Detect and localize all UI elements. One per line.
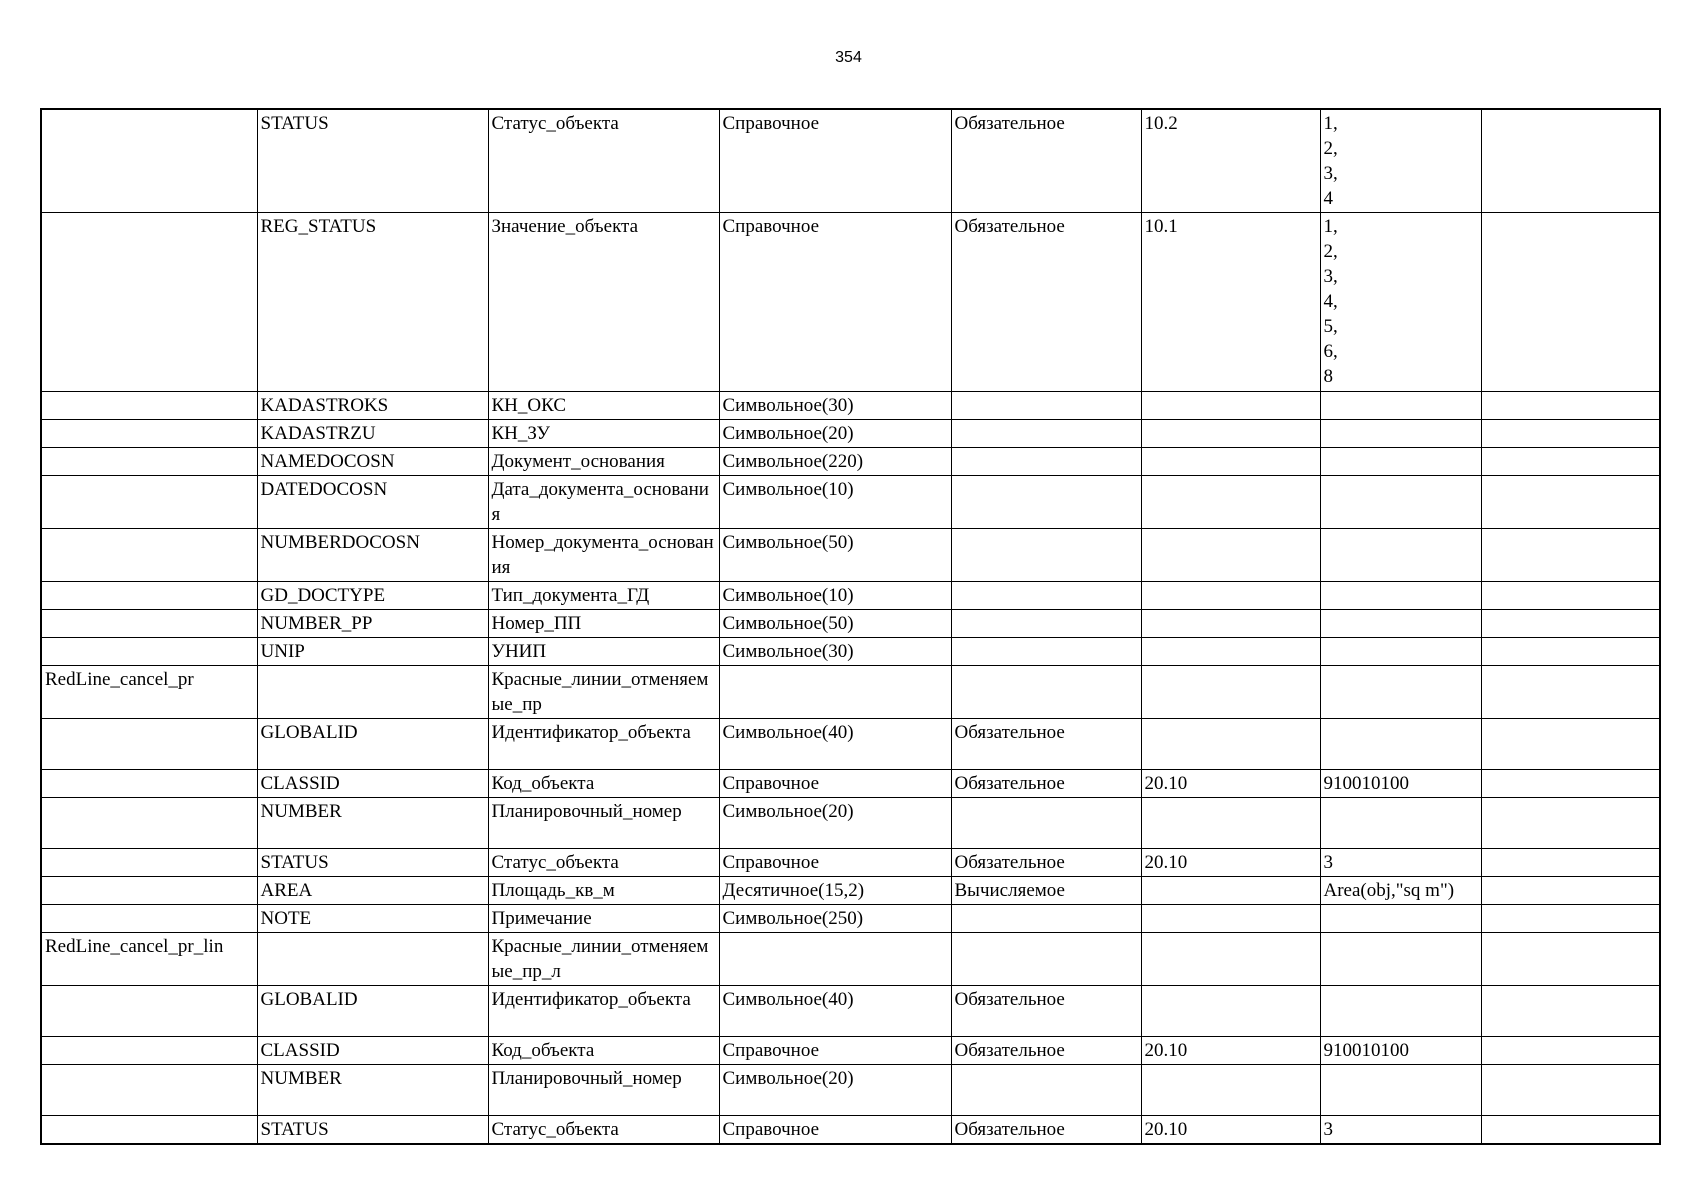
cell-field-name: NAMEDOCOSN [257,448,488,476]
cell-code: 20.10 [1141,1037,1320,1065]
cell-field-name: STATUS [257,109,488,213]
cell-class-name [41,582,257,610]
cell-requirement [951,798,1141,849]
cell-field-type: Десятичное(15,2) [719,877,951,905]
cell-requirement [951,610,1141,638]
cell-class-name: RedLine_cancel_pr [41,666,257,719]
cell-allowed-values: 1, 2, 3, 4 [1320,109,1481,213]
cell-field-type: Символьное(20) [719,798,951,849]
cell-requirement [951,933,1141,986]
cell-allowed-values: Area(obj,"sq m") [1320,877,1481,905]
cell-field-alias: КН_ОКС [488,392,719,420]
cell-field-type: Символьное(40) [719,719,951,770]
cell-class-name [41,719,257,770]
cell-code [1141,610,1320,638]
cell-class-name [41,213,257,392]
cell-note [1481,448,1660,476]
cell-field-name: GD_DOCTYPE [257,582,488,610]
cell-field-alias: Код_объекта [488,770,719,798]
cell-note [1481,719,1660,770]
cell-field-alias: Тип_документа_ГД [488,582,719,610]
cell-requirement [951,476,1141,529]
cell-class-name [41,109,257,213]
cell-field-alias: УНИП [488,638,719,666]
cell-requirement [951,448,1141,476]
cell-note [1481,770,1660,798]
attribute-table [40,108,1661,1145]
cell-field-type: Символьное(40) [719,986,951,1037]
cell-note [1481,798,1660,849]
cell-class-name [41,476,257,529]
cell-allowed-values [1320,986,1481,1037]
cell-requirement [951,529,1141,582]
cell-code [1141,448,1320,476]
cell-allowed-values: 1, 2, 3, 4, 5, 6, 8 [1320,213,1481,392]
cell-code [1141,392,1320,420]
cell-field-type: Справочное [719,1037,951,1065]
cell-code [1141,476,1320,529]
table-row [41,448,1660,476]
table-body [41,109,1660,1144]
cell-field-alias: Номер_ПП [488,610,719,638]
cell-code [1141,420,1320,448]
cell-field-name: CLASSID [257,1037,488,1065]
cell-allowed-values [1320,392,1481,420]
cell-class-name [41,877,257,905]
table-row [41,986,1660,1037]
cell-code [1141,1065,1320,1116]
cell-code [1141,986,1320,1037]
cell-note [1481,610,1660,638]
cell-field-name: NUMBER [257,1065,488,1116]
cell-class-name [41,905,257,933]
cell-allowed-values [1320,529,1481,582]
cell-code: 20.10 [1141,849,1320,877]
cell-class-name [41,448,257,476]
cell-allowed-values [1320,933,1481,986]
cell-allowed-values [1320,420,1481,448]
cell-requirement: Обязательное [951,109,1141,213]
cell-field-alias: Планировочный_номер [488,1065,719,1116]
cell-code: 20.10 [1141,1116,1320,1145]
cell-field-name: GLOBALID [257,986,488,1037]
cell-field-alias: Статус_объекта [488,109,719,213]
cell-class-name [41,1037,257,1065]
cell-requirement: Обязательное [951,1037,1141,1065]
cell-requirement [951,905,1141,933]
cell-class-name [41,638,257,666]
cell-class-name [41,770,257,798]
cell-note [1481,905,1660,933]
cell-allowed-values [1320,582,1481,610]
cell-note [1481,1037,1660,1065]
cell-note [1481,933,1660,986]
table-row [41,420,1660,448]
cell-code [1141,529,1320,582]
cell-field-name: REG_STATUS [257,213,488,392]
cell-allowed-values [1320,719,1481,770]
cell-note [1481,849,1660,877]
cell-class-name [41,392,257,420]
cell-field-alias: Площадь_кв_м [488,877,719,905]
cell-note [1481,877,1660,905]
cell-field-alias: Значение_объекта [488,213,719,392]
cell-allowed-values: 910010100 [1320,770,1481,798]
cell-field-type: Символьное(30) [719,638,951,666]
cell-note [1481,213,1660,392]
cell-code: 10.2 [1141,109,1320,213]
table-row [41,109,1660,213]
page-number: 354 [835,49,862,66]
cell-field-type: Справочное [719,1116,951,1145]
cell-class-name [41,610,257,638]
cell-allowed-values: 3 [1320,849,1481,877]
cell-requirement: Обязательное [951,1116,1141,1145]
cell-code: 10.1 [1141,213,1320,392]
cell-field-type: Символьное(220) [719,448,951,476]
cell-class-name [41,1116,257,1145]
cell-field-type [719,933,951,986]
table-row [41,392,1660,420]
cell-allowed-values: 910010100 [1320,1037,1481,1065]
cell-class-name [41,420,257,448]
cell-field-name: NUMBER_PP [257,610,488,638]
cell-allowed-values [1320,476,1481,529]
table-row [41,905,1660,933]
cell-field-type: Справочное [719,849,951,877]
cell-note [1481,392,1660,420]
cell-field-alias: Документ_основания [488,448,719,476]
cell-field-alias: Статус_объекта [488,849,719,877]
table-row [41,610,1660,638]
cell-field-type: Символьное(50) [719,610,951,638]
cell-field-name: KADASTRZU [257,420,488,448]
cell-field-type: Справочное [719,109,951,213]
cell-field-type: Символьное(10) [719,582,951,610]
cell-field-alias: Дата_документа_основания [488,476,719,529]
cell-code: 20.10 [1141,770,1320,798]
cell-field-type: Символьное(20) [719,1065,951,1116]
cell-note [1481,638,1660,666]
cell-field-type: Справочное [719,213,951,392]
cell-requirement [951,582,1141,610]
table-row [41,1116,1660,1145]
table-row [41,476,1660,529]
cell-field-alias: Красные_линии_отменяемые_пр_л [488,933,719,986]
table-row [41,770,1660,798]
cell-field-type: Справочное [719,770,951,798]
cell-field-name: KADASTROKS [257,392,488,420]
cell-code [1141,905,1320,933]
cell-code [1141,638,1320,666]
cell-field-alias: Планировочный_номер [488,798,719,849]
cell-field-type: Символьное(50) [719,529,951,582]
cell-allowed-values [1320,1065,1481,1116]
table-row [41,582,1660,610]
cell-code [1141,798,1320,849]
cell-field-name: GLOBALID [257,719,488,770]
cell-note [1481,529,1660,582]
cell-allowed-values [1320,638,1481,666]
cell-field-name: NUMBERDOCOSN [257,529,488,582]
cell-requirement [951,392,1141,420]
cell-requirement: Вычисляемое [951,877,1141,905]
cell-field-type: Символьное(10) [719,476,951,529]
cell-requirement [951,420,1141,448]
cell-code [1141,877,1320,905]
cell-code [1141,666,1320,719]
cell-field-type: Символьное(20) [719,420,951,448]
cell-field-name [257,933,488,986]
cell-note [1481,476,1660,529]
cell-field-name [257,666,488,719]
table-row [41,933,1660,986]
table-row [41,1065,1660,1116]
cell-allowed-values [1320,905,1481,933]
cell-field-alias: Идентификатор_объекта [488,719,719,770]
cell-field-alias: Номер_документа_основания [488,529,719,582]
table-row [41,877,1660,905]
cell-note [1481,420,1660,448]
cell-note [1481,666,1660,719]
cell-class-name [41,1065,257,1116]
cell-field-alias: Красные_линии_отменяемые_пр [488,666,719,719]
cell-note [1481,1116,1660,1145]
cell-allowed-values [1320,666,1481,719]
table-row [41,213,1660,392]
cell-code [1141,719,1320,770]
cell-field-alias: КН_ЗУ [488,420,719,448]
cell-field-alias: Идентификатор_объекта [488,986,719,1037]
cell-requirement: Обязательное [951,986,1141,1037]
cell-requirement [951,1065,1141,1116]
cell-field-name: DATEDOCOSN [257,476,488,529]
cell-class-name [41,798,257,849]
cell-field-name: STATUS [257,1116,488,1145]
cell-field-name: NOTE [257,905,488,933]
cell-field-type [719,666,951,719]
cell-requirement: Обязательное [951,213,1141,392]
cell-allowed-values [1320,798,1481,849]
table-row [41,798,1660,849]
cell-class-name [41,986,257,1037]
cell-allowed-values [1320,610,1481,638]
cell-field-name: UNIP [257,638,488,666]
cell-field-type: Символьное(250) [719,905,951,933]
cell-allowed-values: 3 [1320,1116,1481,1145]
cell-field-name: STATUS [257,849,488,877]
cell-requirement: Обязательное [951,770,1141,798]
cell-field-name: AREA [257,877,488,905]
table-row [41,638,1660,666]
table-row [41,849,1660,877]
cell-field-alias: Код_объекта [488,1037,719,1065]
cell-requirement [951,666,1141,719]
cell-note [1481,986,1660,1037]
cell-class-name [41,849,257,877]
cell-code [1141,582,1320,610]
cell-field-alias: Статус_объекта [488,1116,719,1145]
table-row [41,666,1660,719]
table-row [41,1037,1660,1065]
cell-field-name: NUMBER [257,798,488,849]
table-row [41,719,1660,770]
cell-note [1481,582,1660,610]
cell-code [1141,933,1320,986]
cell-field-type: Символьное(30) [719,392,951,420]
cell-class-name [41,529,257,582]
cell-field-name: CLASSID [257,770,488,798]
cell-allowed-values [1320,448,1481,476]
cell-note [1481,109,1660,213]
table-row [41,529,1660,582]
cell-note [1481,1065,1660,1116]
cell-class-name: RedLine_cancel_pr_lin [41,933,257,986]
cell-requirement: Обязательное [951,849,1141,877]
cell-field-alias: Примечание [488,905,719,933]
cell-requirement [951,638,1141,666]
cell-requirement: Обязательное [951,719,1141,770]
